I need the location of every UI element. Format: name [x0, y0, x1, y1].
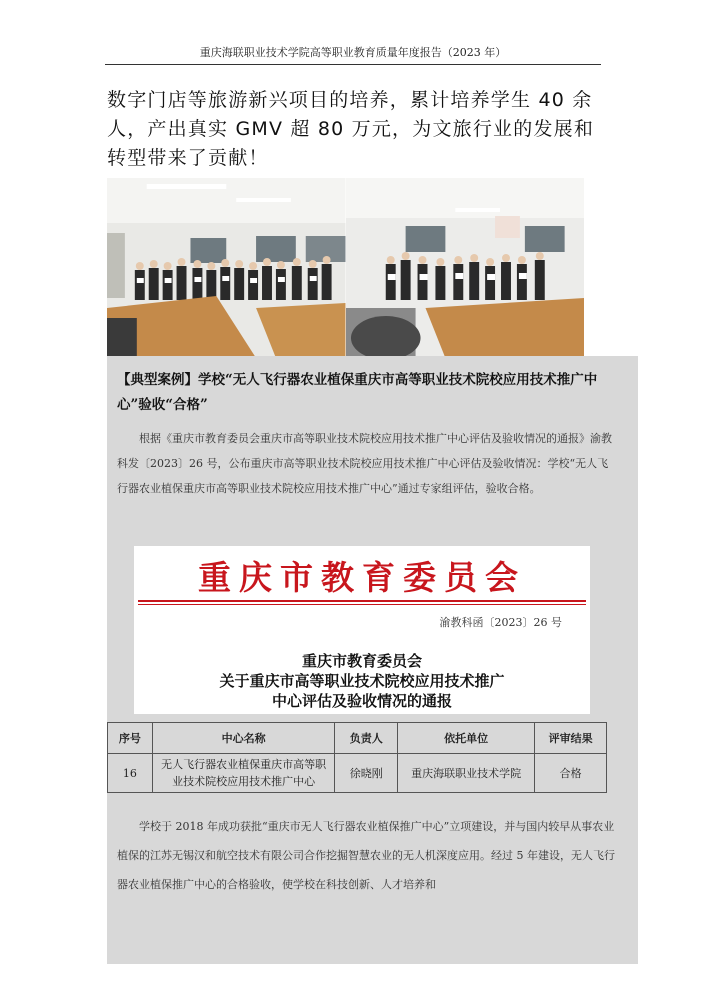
notice-red-rule-thin — [138, 604, 586, 605]
table-cell-no: 16 — [108, 754, 153, 793]
group-photo-left — [107, 178, 346, 358]
notice-title-line3: 中心评估及验收情况的通报 — [271, 692, 452, 710]
table-header-row — [108, 723, 607, 754]
notice-org-header: 重庆市教育委员会 — [198, 558, 526, 597]
case-body: 根据《重庆市教育委员会重庆市高等职业技术院校应用技术推广中心评估及验收情况的通报》渝教科发〔2023〕26 号，公布重庆市高等职业技术院校应用技术推广中心评估及验收情况：学校“无人飞行器农业植保重庆市高等职业技术院校应用技术推广中心”通过专家组评估，验收合格。 — [117, 432, 612, 495]
table-header-cell: 中心名称 — [152, 723, 335, 754]
notice-document-image — [134, 546, 590, 714]
notice-red-rule — [138, 600, 586, 602]
table-header-cell: 依托单位 — [398, 723, 535, 754]
notice-title-line1: 重庆市教育委员会 — [301, 652, 422, 670]
results-table — [107, 722, 607, 793]
table-header-cell: 序号 — [108, 723, 153, 754]
case-body-continued: 学校于 2018 年成功获批“重庆市无人飞行器农业植保推广中心”立项建设，并与国内较早从事农业植保的江苏无锡汉和航空技术有限公司合作挖掘智慧农业的无人机深度应用。经过 5 年建设，无人飞行器农业植保推广中心的合格验收，使学校在科技创新、人才培养和 — [117, 820, 615, 891]
table-header-cell: 评审结果 — [535, 723, 607, 754]
table-cell-result: 合格 — [535, 754, 607, 793]
page-header: 重庆海联职业技术学院高等职业教育质量年度报告（2023 年） — [105, 44, 601, 65]
table-header-cell: 负责人 — [335, 723, 398, 754]
intro-paragraph: 数字门店等旅游新兴项目的培养，累计培养学生 40 余人，产出真实 GMV 超 80 万元，为文旅行业的发展和转型带来了贡献！ — [107, 89, 595, 169]
table-cell-unit: 重庆海联职业技术学院 — [398, 754, 535, 793]
notice-title-line2: 关于重庆市高等职业技术院校应用技术推广 — [219, 672, 505, 690]
group-photo-right — [346, 178, 585, 358]
table-cell-lead: 徐晓刚 — [335, 754, 398, 793]
notice-doc-number: 渝教科函〔2023〕26 号 — [439, 616, 562, 629]
table-row — [108, 754, 607, 793]
table-cell-name: 无人飞行器农业植保重庆市高等职业技术院校应用技术推广中心 — [152, 754, 335, 793]
photo-strip — [107, 178, 584, 358]
case-title: 【典型案例】学校“无人飞行器农业植保重庆市高等职业技术院校应用技术推广中心”验收“合格” — [117, 372, 598, 413]
typical-case-box — [107, 356, 638, 964]
